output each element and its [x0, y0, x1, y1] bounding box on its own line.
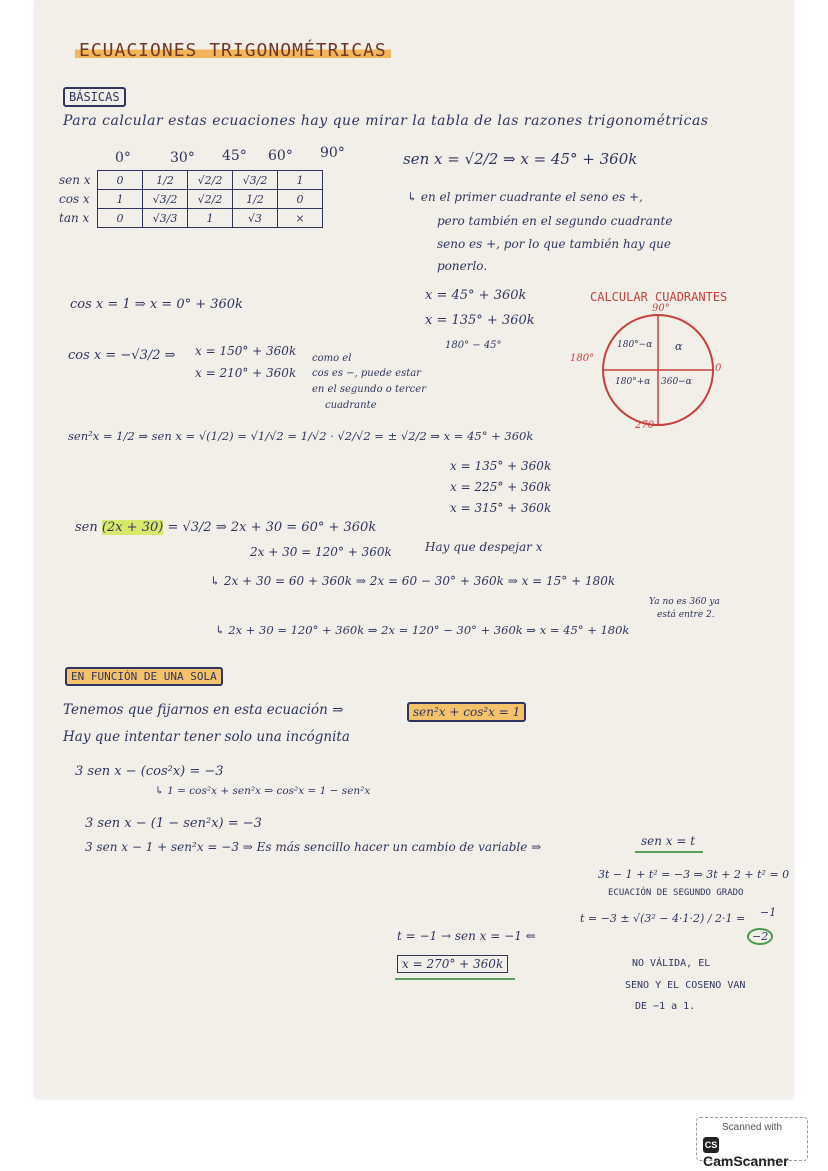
- note-line: Hay que despejar x: [425, 540, 543, 554]
- eq-highlight: (2x + 30): [101, 520, 164, 535]
- watermark-caption: Scanned with: [721, 1122, 783, 1133]
- solution-note: 180° − 45°: [445, 340, 502, 351]
- invalid-note: SENO Y EL COSENO VAN: [625, 980, 746, 991]
- solution-line: x = 135° + 360k: [450, 459, 552, 473]
- note-line: pero también en el segundo cuadrante: [437, 214, 673, 228]
- section-label-funcion: EN FUNCIÓN DE UNA SOLA: [65, 667, 223, 686]
- brand-name: CamScanner: [703, 1153, 789, 1170]
- table-row: [59, 190, 323, 209]
- equation-cos-root3: cos x = −√3/2 ⇒: [68, 348, 176, 363]
- table-cell: 0: [98, 171, 143, 190]
- table-cell: √3/2: [233, 171, 278, 190]
- solution-line: ↳ 2x + 30 = 120° + 360k ⇒ 2x = 120° − 30° + 360k ⇒ x = 45° + 180k: [215, 623, 630, 637]
- table-header: 30°: [170, 150, 195, 166]
- note-line: cos es −, puede estar: [312, 368, 421, 379]
- solution-line: 2x + 30 = 120° + 360k: [250, 545, 392, 559]
- step-line: 3 sen x − 1 + sen²x = −3 ⇒ Es más sencillo hacer un cambio de variable ⇒: [85, 840, 542, 854]
- quadrants-title: CALCULAR CUADRANTES: [590, 290, 728, 304]
- label-270: 270: [635, 420, 655, 431]
- watermark-brand: [703, 1136, 807, 1169]
- intro-text: Tenemos que fijarnos en esta ecuación ⇒: [63, 702, 344, 718]
- root-value-circled: −2: [747, 928, 773, 945]
- eq-part: sen: [75, 520, 102, 535]
- row-label: cos x: [59, 192, 90, 206]
- quadrant-2: 180°−α: [617, 340, 653, 350]
- label-90: 90°: [652, 303, 670, 314]
- note-line: ↳ en el primer cuadrante el seno es +,: [407, 190, 643, 204]
- table-cell: 0: [278, 190, 323, 209]
- identity-box: sen²x + cos²x = 1: [407, 702, 526, 722]
- quadrant-4: 360−α: [661, 377, 692, 387]
- camscanner-logo-icon: CS: [703, 1137, 719, 1153]
- underline: [395, 978, 515, 980]
- intro-text: Hay que intentar tener solo una incógnita: [63, 729, 350, 745]
- step-line: 3 sen x − (cos²x) = −3: [75, 764, 224, 779]
- table-cell: 1/2: [233, 190, 278, 209]
- solution-line: x = 225° + 360k: [450, 480, 552, 494]
- table-header: 90°: [320, 145, 345, 161]
- row-label: tan x: [59, 211, 90, 225]
- final-answer: x = 270° + 360k: [397, 955, 508, 973]
- solution-line: x = 135° + 360k: [425, 313, 535, 328]
- quadrant-1: α: [675, 340, 683, 353]
- table-cell: 1: [278, 171, 323, 190]
- table-row: [59, 171, 323, 190]
- row-label: sen x: [59, 173, 91, 187]
- table-cell: √3/3: [143, 209, 188, 228]
- table-cell: 0: [98, 209, 143, 228]
- table-cell: √3: [233, 209, 278, 228]
- table-header: 0°: [115, 150, 131, 166]
- change-variable: sen x = t: [641, 834, 696, 848]
- note-line: seno es +, por lo que también hay que: [437, 237, 671, 251]
- solution-line: x = 150° + 360k: [195, 344, 297, 358]
- solution-line: ↳ 2x + 30 = 60 + 360k ⇒ 2x = 60 − 30° + 360k ⇒ x = 15° + 180k: [210, 574, 616, 588]
- note-line: ponerlo.: [437, 259, 488, 273]
- quadratic-formula: t = −3 ± √(3² − 4·1·2) / 2·1 =: [580, 912, 746, 925]
- underline: [635, 851, 703, 853]
- equation-sen-squared: sen²x = 1/2 ⇒ sen x = √(1/2) = √1/√2 = 1/√2 · √2/√2 = ± √2/2 ⇒ x = 45° + 360k: [68, 429, 534, 443]
- table-header: 60°: [268, 148, 293, 164]
- table-cell: √2/2: [188, 190, 233, 209]
- quadratic-equation: 3t − 1 + t² = −3 ⇒ 3t + 2 + t² = 0: [598, 868, 790, 881]
- solution-line: x = 210° + 360k: [195, 366, 297, 380]
- invalid-note: DE −1 a 1.: [635, 1001, 696, 1012]
- result-line: t = −1 → sen x = −1 ⇐: [397, 929, 536, 943]
- step-line: 3 sen x − (1 − sen²x) = −3: [85, 816, 262, 831]
- table-cell: 1: [188, 209, 233, 228]
- note-line: cuadrante: [325, 400, 377, 411]
- table-cell: √3/2: [143, 190, 188, 209]
- note-line: Ya no es 360 ya: [649, 597, 720, 607]
- table-cell: 1/2: [143, 171, 188, 190]
- solution-line: x = 45° + 360k: [425, 288, 527, 303]
- quadrant-circle: [595, 300, 725, 430]
- quadrant-3: 180°+α: [615, 377, 651, 387]
- scanned-page: [35, 0, 793, 1098]
- section-label-basicas: BÁSICAS: [63, 87, 126, 107]
- table-header: 45°: [222, 148, 247, 164]
- trig-table: [59, 170, 323, 228]
- table-cell: ×: [278, 209, 323, 228]
- note-line: como el: [312, 353, 352, 364]
- note-line: está entre 2.: [657, 610, 715, 620]
- table-cell: √2/2: [188, 171, 233, 190]
- quadratic-label: ECUACIÓN DE SEGUNDO GRADO: [608, 888, 744, 898]
- invalid-note: NO VÁLIDA, EL: [632, 958, 711, 969]
- table-row: [59, 209, 323, 228]
- root-value: −1: [760, 906, 777, 919]
- solution-line: x = 315° + 360k: [450, 501, 552, 515]
- intro-text: Para calcular estas ecuaciones hay que mirar la tabla de las razones trigonométricas: [63, 113, 709, 129]
- equation-sen-root2: sen x = √2/2 ⇒ x = 45° + 360k: [403, 150, 638, 168]
- step-line: ↳ 1 = cos²x + sen²x ⇒ cos²x = 1 − sen²x: [155, 785, 371, 797]
- note-line: en el segundo o tercer: [312, 384, 426, 395]
- eq-part: = √3/2 ⇒ 2x + 30 = 60° + 360k: [163, 520, 377, 535]
- equation-sen-2x: [75, 520, 376, 535]
- table-cell: 1: [98, 190, 143, 209]
- equation-cos-1: cos x = 1 ⇒ x = 0° + 360k: [70, 297, 243, 312]
- label-180: 180°: [570, 353, 595, 364]
- camscanner-watermark: [696, 1117, 808, 1170]
- label-0: 0: [715, 363, 722, 374]
- page-title: ECUACIONES TRIGONOMÉTRICAS: [75, 40, 391, 61]
